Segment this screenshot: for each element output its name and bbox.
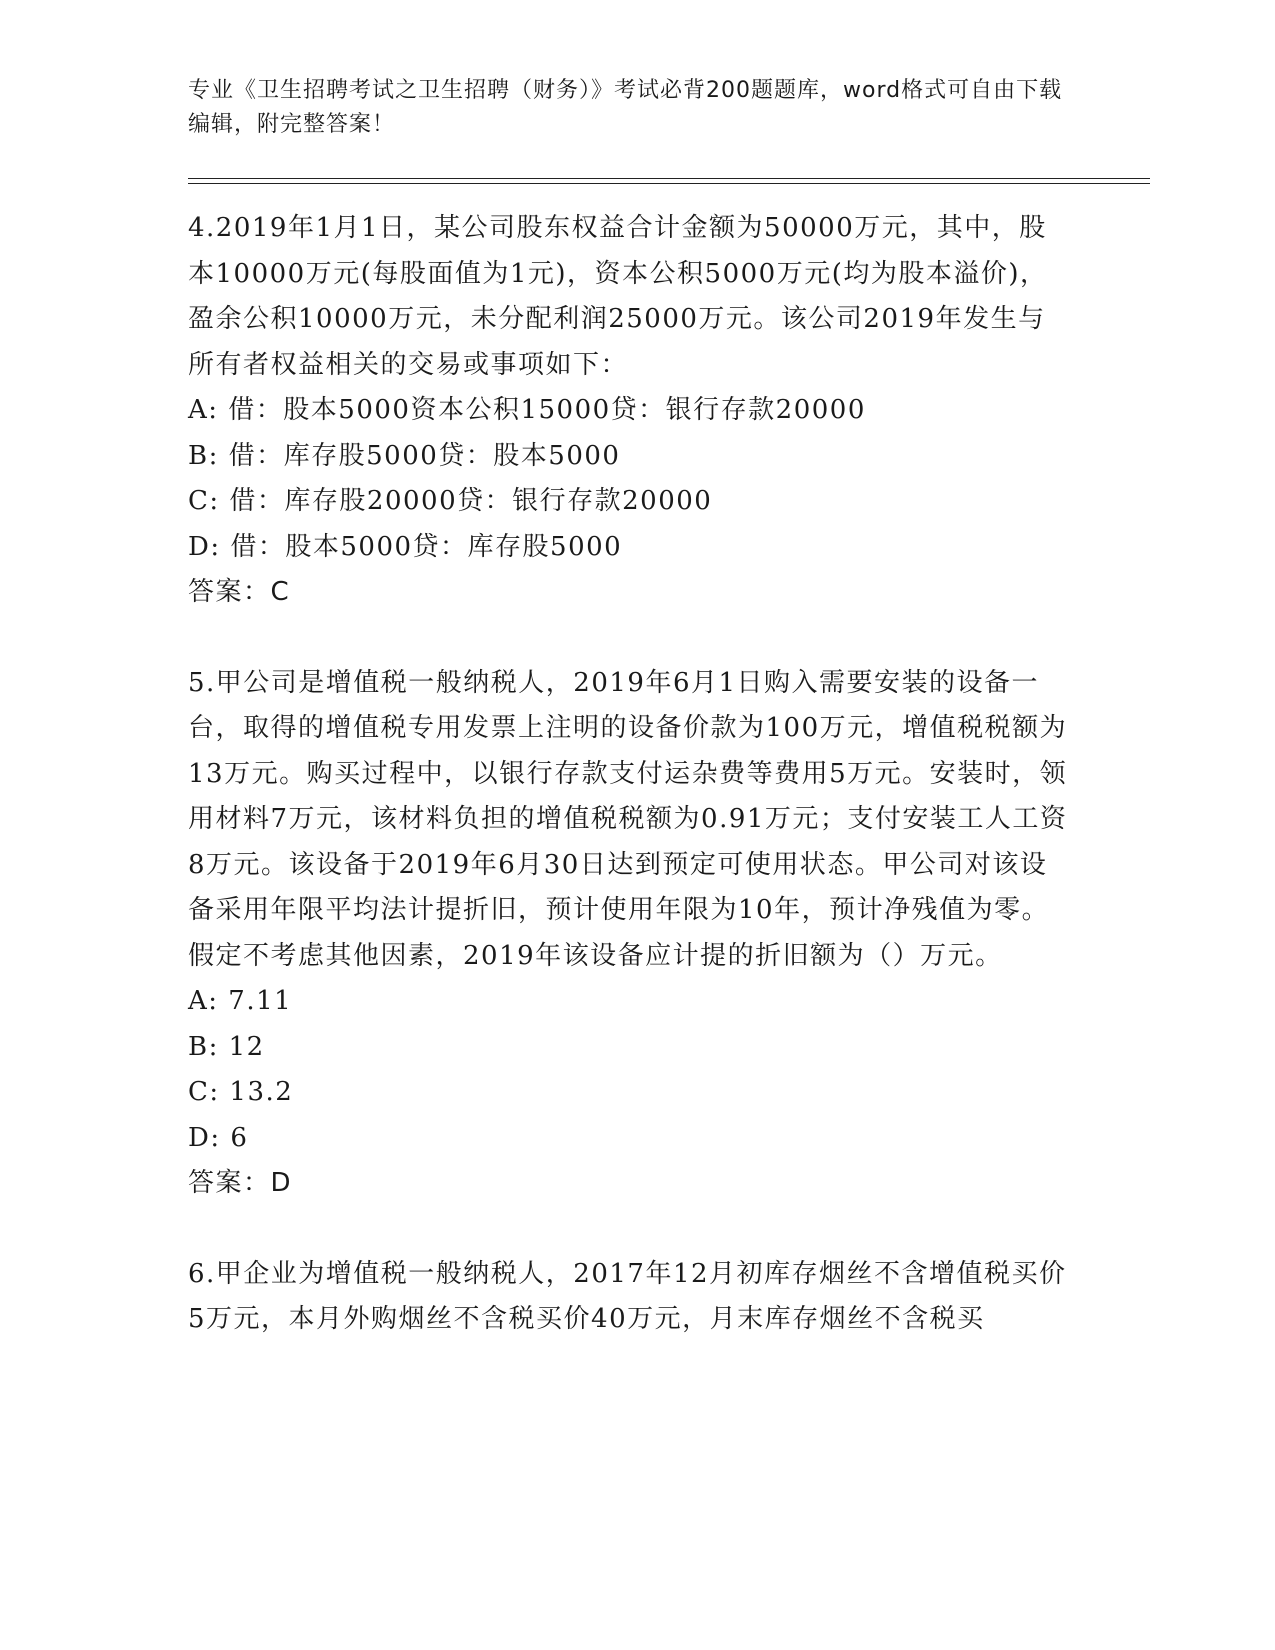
option-b: B: 12 [188,1031,265,1062]
option-d: D: 6 [188,1122,249,1153]
option-a: A: 7.11 [188,986,293,1016]
answer-label: 答案：C [188,577,291,607]
question-6 [188,1252,1068,1343]
question-stem: 4.2019年1月1日，某公司股东权益合计金额为50000万元，其中，股本10000万元(每股面值为1元)，资本公积5000万元(均为股本溢价)，盈余公积10000万元，未分配利润25000万元。该公司2019年发生与所有者权益相关的交易或事项如下： [188,213,1048,380]
option-a: A: 借：股本5000资本公积15000贷：银行存款20000 [188,395,866,425]
document-header: 专业《卫生招聘考试之卫生招聘（财务）》考试必背200题题库，word格式可自由下载编辑，附完整答案！ [188,78,1063,137]
answer-label: 答案：D [188,1168,293,1198]
question-stem: 6.甲企业为增值税一般纳税人，2017年12月初库存烟丝不含增值税买价5万元，本月外购烟丝不含税买价40万元，月末库存烟丝不含税买 [188,1258,1067,1334]
question-5 [188,661,1068,1207]
question-list [188,206,1068,1343]
option-d: D: 借：股本5000贷：库存股5000 [188,531,623,562]
option-c: C: 借：库存股20000贷：银行存款20000 [188,486,713,516]
question-gap [188,1207,1068,1252]
header-rule-bottom [188,183,1150,184]
question-4 [188,206,1068,616]
header-rule-top [188,178,1150,179]
question-gap [188,616,1068,661]
question-stem: 5.甲公司是增值税一般纳税人，2019年6月1日购入需要安装的设备一台，取得的增值税专用发票上注明的设备价款为100万元，增值税税额为13万元。购买过程中，以银行存款支付运杂费等费用5万元。安装时，领用材料7万元，该材料负担的增值税税额为0.91万元；支付安装工人工资8万元。该设备于2019年6月30日达到预定可使用状态。甲公司对该设备采用年限平均法计提折旧，预计使用年限为10年，预计净残值为零。假定不考虑其他因素，2019年该设备应计提的折旧额为（）万元。 [188,667,1068,971]
option-c: C: 13.2 [188,1077,294,1107]
option-b: B: 借：库存股5000贷：股本5000 [188,440,621,471]
